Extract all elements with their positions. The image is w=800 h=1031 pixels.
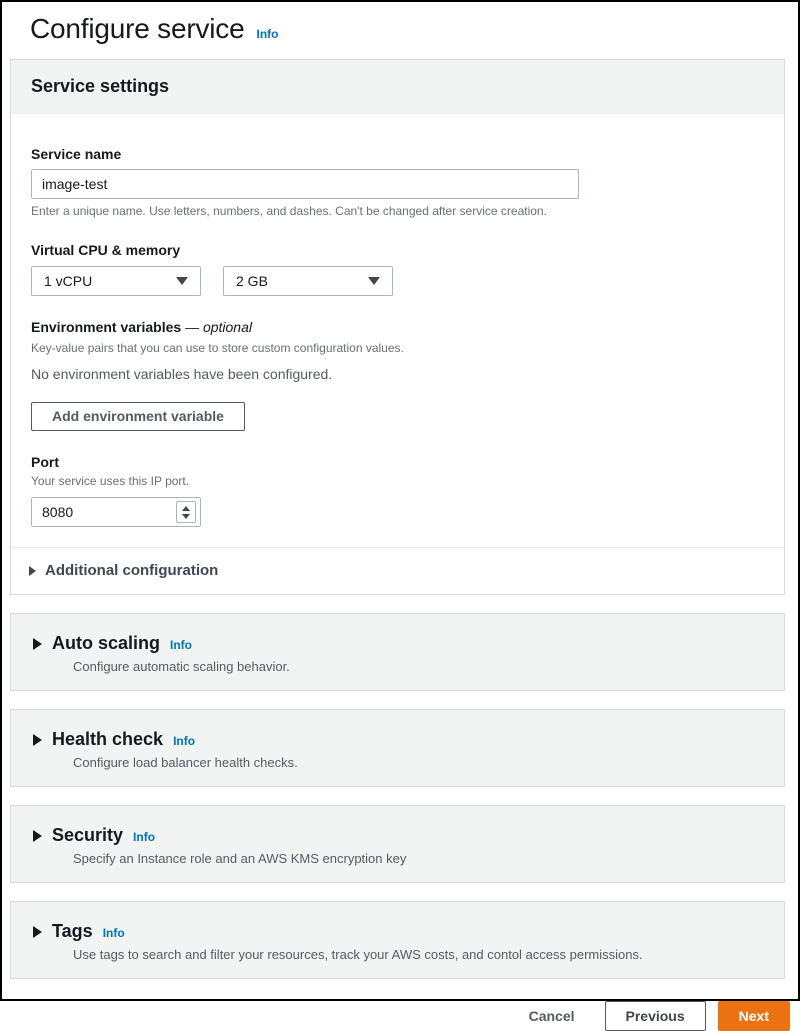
optional-suffix: — optional xyxy=(185,319,252,335)
environment-variables-label-text: Environment variables xyxy=(31,319,182,335)
service-settings-header xyxy=(11,60,784,114)
environment-variables-field xyxy=(31,318,764,431)
security-description: Specify an Instance role and an AWS KMS encryption key xyxy=(73,851,407,866)
service-settings-card xyxy=(10,59,785,595)
caret-right-icon xyxy=(33,638,42,650)
page-header xyxy=(2,2,798,45)
security-title: Security xyxy=(52,825,124,845)
port-field xyxy=(31,453,764,527)
memory-select[interactable] xyxy=(223,266,393,296)
auto-scaling-description: Configure automatic scaling behavior. xyxy=(73,659,290,674)
security-header xyxy=(33,825,764,846)
tags-description: Use tags to search and filter your resources, track your AWS costs, and contol access permissions. xyxy=(73,947,643,962)
chevron-down-icon xyxy=(368,277,380,285)
environment-variables-help: Key-value pairs that you can use to store custom configuration values. xyxy=(31,341,404,355)
environment-variables-empty-message: No environment variables have been configured. xyxy=(31,366,333,382)
cpu-memory-field xyxy=(31,241,764,296)
auto-scaling-title: Auto scaling xyxy=(52,633,161,653)
health-check-title: Health check xyxy=(52,729,164,749)
stepper-up-icon[interactable] xyxy=(182,506,190,511)
health-check-description: Configure load balancer health checks. xyxy=(73,755,298,770)
tags-title: Tags xyxy=(52,921,93,941)
auto-scaling-section[interactable] xyxy=(10,613,785,691)
service-settings-title: Service settings xyxy=(31,76,170,96)
tags-header xyxy=(33,921,764,942)
port-label: Port xyxy=(31,454,59,470)
service-settings-body xyxy=(11,114,784,527)
add-environment-variable-button[interactable]: Add environment variable xyxy=(31,402,245,431)
service-name-input[interactable] xyxy=(31,169,579,199)
cpu-memory-selects xyxy=(31,266,764,296)
security-info-link[interactable]: Info xyxy=(133,829,156,844)
memory-select-value: 2 GB xyxy=(236,273,268,289)
chevron-down-icon xyxy=(176,277,188,285)
previous-button[interactable]: Previous xyxy=(605,1001,706,1031)
caret-right-icon xyxy=(33,734,42,746)
port-stepper[interactable] xyxy=(176,501,196,523)
cpu-select[interactable] xyxy=(31,266,201,296)
auto-scaling-info-link[interactable]: Info xyxy=(170,637,193,652)
port-input-wrap xyxy=(31,497,201,527)
tags-info-link[interactable]: Info xyxy=(102,925,125,940)
service-name-help: Enter a unique name. Use letters, numbers, and dashes. Can't be changed after service creation. xyxy=(31,204,547,218)
stepper-down-icon[interactable] xyxy=(182,514,190,519)
cpu-select-value: 1 vCPU xyxy=(44,273,93,289)
next-button[interactable]: Next xyxy=(718,1001,790,1031)
caret-right-icon xyxy=(33,926,42,938)
caret-right-icon xyxy=(33,830,42,842)
service-name-label: Service name xyxy=(31,146,122,162)
environment-variables-label xyxy=(31,318,764,336)
page-title: Configure service xyxy=(30,13,245,44)
page-info-link[interactable]: Info xyxy=(256,27,279,41)
footer-actions xyxy=(2,1001,798,1031)
security-section[interactable] xyxy=(10,805,785,883)
tags-section[interactable] xyxy=(10,901,785,979)
auto-scaling-header xyxy=(33,633,764,654)
cpu-memory-label: Virtual CPU & memory xyxy=(31,242,181,258)
health-check-header xyxy=(33,729,764,750)
service-name-field xyxy=(31,145,764,219)
additional-configuration-label: Additional configuration xyxy=(45,562,219,579)
additional-configuration-expander[interactable] xyxy=(11,547,784,594)
health-check-section[interactable] xyxy=(10,709,785,787)
health-check-info-link[interactable]: Info xyxy=(173,733,196,748)
port-help: Your service uses this IP port. xyxy=(31,474,190,488)
caret-right-icon xyxy=(29,566,36,576)
cancel-button[interactable]: Cancel xyxy=(528,1008,575,1024)
